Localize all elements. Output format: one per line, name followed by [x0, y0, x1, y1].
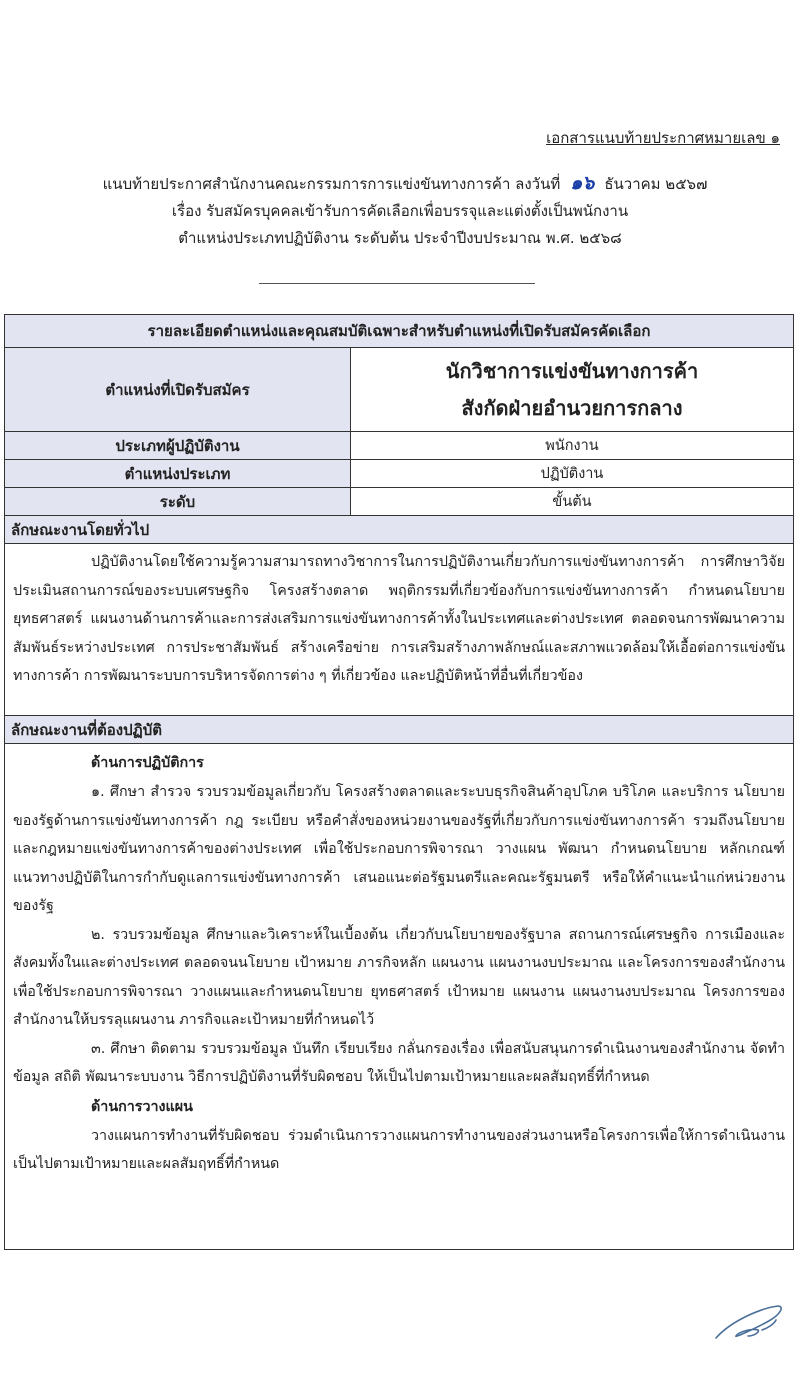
row-label: ตำแหน่งที่เปิดรับสมัคร: [5, 348, 351, 431]
announcement-header: [0, 170, 800, 252]
row-value: ขั้นต้น: [351, 488, 793, 515]
duty-item-2: ๒. รวบรวมข้อมูล ศึกษาและวิเคราะห์ในเบื้องต้น เกี่ยวกับนโยบายของรัฐบาล สถานการณ์เศรษฐกิจ การเมืองและสังคมทั้งในและต่างประเทศ ตลอดจนนโยบาย เป้าหมาย ภารกิจหลัก แผนงาน แผนงานงบประมาณ และโครงการของสำนักงาน เพื่อใช้ประกอบการพิจารณา วางแผนและกำหนดนโยบาย ยุทธศาสตร์ เป้าหมาย แผนงาน แผนงานงบประมาณ โครงการของสำนักงานให้บรรลุแผนงาน ภารกิจและเป้าหมายที่กำหนดไว้: [13, 926, 785, 1028]
header-line-1: [0, 170, 800, 198]
row-label: ระดับ: [5, 488, 351, 515]
section-heading-general-duties: ลักษณะงานโดยทั่วไป: [5, 516, 793, 544]
header-line-3: ตำแหน่งประเภทปฏิบัติงาน ระดับต้น ประจำปีงบประมาณ พ.ศ. ๒๕๖๘: [178, 229, 622, 247]
header-line-1-suffix: ธันวาคม ๒๕๖๗: [604, 175, 708, 193]
general-duties-body: [5, 544, 793, 716]
subheading-operations: ด้านการปฏิบัติการ: [91, 755, 204, 771]
position-details-table: [4, 314, 794, 1250]
signature-mark: [712, 1300, 792, 1354]
row-label: ประเภทผู้ปฏิบัติงาน: [5, 432, 351, 459]
position-department: สังกัดฝ่ายอำนวยการกลาง: [461, 395, 683, 420]
row-value: [351, 348, 793, 431]
table-row-position-type: [5, 460, 793, 488]
planning-text: วางแผนการทำงานที่รับผิดชอบ ร่วมดำเนินการวางแผนการทำงานของส่วนงานหรือโครงการเพื่อให้การดำเนินงานเป็นไปตามเป้าหมายและผลสัมฤทธิ์ที่กำหนด: [13, 1127, 785, 1172]
general-duties-text: ปฏิบัติงานโดยใช้ความรู้ความสามารถทางวิชาการในการปฏิบัติงานเกี่ยวกับการแข่งขันทางการค้า การศึกษาวิจัย ประเมินสถานการณ์ของระบบเศรษฐกิจ โครงสร้างตลาด พฤติกรรมที่เกี่ยวข้องกับการแข่งขันทางการค้า กำหนดนโยบายยุทธศาสตร์ แผนงานด้านการค้าและการส่งเสริมการแข่งขันทางการค้าทั้งในประเทศและต่างประเทศ ตลอดจนการพัฒนาความสัมพันธ์ระหว่างประเทศ การประชาสัมพันธ์ สร้างเครือข่าย การเสริมสร้างภาพลักษณ์และสภาพแวดล้อมให้เอื้อต่อการแข่งขันทางการค้า การพัฒนาระบบการบริหารจัดการต่าง ๆ ที่เกี่ยวข้อง และปฏิบัติหน้าที่อื่นที่เกี่ยวข้อง: [13, 554, 785, 684]
table-title: รายละเอียดตำแหน่งและคุณสมบัติเฉพาะสำหรับตำแหน่งที่เปิดรับสมัครคัดเลือก: [5, 315, 793, 348]
duty-item-1: ๑. ศึกษา สำรวจ รวบรวมข้อมูลเกี่ยวกับ โครงสร้างตลาดและระบบธุรกิจสินค้าอุปโภค บริโภค และบริการ นโยบายของรัฐด้านการแข่งขันทางการค้า กฎ ระเบียบ หรือคำสั่งของหน่วยงานของรัฐที่เกี่ยวกับการแข่งขันทางการค้า รวมถึงนโยบายและกฎหมายแข่งขันทางการค้าของต่างประเทศ เพื่อใช้ประกอบการพิจารณา วางแผน พัฒนา กำหนดนโยบาย หลักเกณฑ์ แนวทางปฏิบัติในการกำกับดูแลการแข่งขันทางการค้า เสนอแนะต่อรัฐมนตรีและคณะรัฐมนตรี หรือให้คำแนะนำแก่หน่วยงานของรัฐ: [13, 784, 785, 914]
table-row-position: [5, 348, 793, 432]
row-value: ปฏิบัติงาน: [351, 460, 793, 487]
handwritten-day: ๑๖: [570, 172, 595, 194]
table-row-level: [5, 488, 793, 516]
duty-item-3: ๓. ศึกษา ติดตาม รวบรวมข้อมูล บันทึก เรียบเรียง กลั่นกรองเรื่อง เพื่อสนับสนุนการดำเนินงานของสำนักงาน จัดทำข้อมูล สถิติ พัฒนาระบบงาน วิธีการปฏิบัติงานที่รับผิดชอบ ให้เป็นไปตามเป้าหมายและผลสัมฤทธิ์ที่กำหนด: [13, 1040, 785, 1085]
section-heading-required-duties: ลักษณะงานที่ต้องปฏิบัติ: [5, 716, 793, 744]
row-value: พนักงาน: [351, 432, 793, 459]
position-name: นักวิชาการแข่งขันทางการค้า: [445, 358, 699, 383]
header-line-1-prefix: แนบท้ายประกาศสำนักงานคณะกรรมการการแข่งขันทางการค้า ลงวันที่: [102, 175, 561, 193]
table-row-worker-type: [5, 432, 793, 460]
header-line-2: เรื่อง รับสมัครบุคคลเข้ารับการคัดเลือกเพื่อบรรจุและแต่งตั้งเป็นพนักงาน: [171, 202, 629, 220]
row-label: ตำแหน่งประเภท: [5, 460, 351, 487]
required-duties-body: [5, 744, 793, 1185]
separator-line: [259, 283, 535, 284]
document-reference: เอกสารแนบท้ายประกาศหมายเลข ๑: [546, 129, 780, 147]
subheading-planning: ด้านการวางแผน: [91, 1098, 193, 1115]
